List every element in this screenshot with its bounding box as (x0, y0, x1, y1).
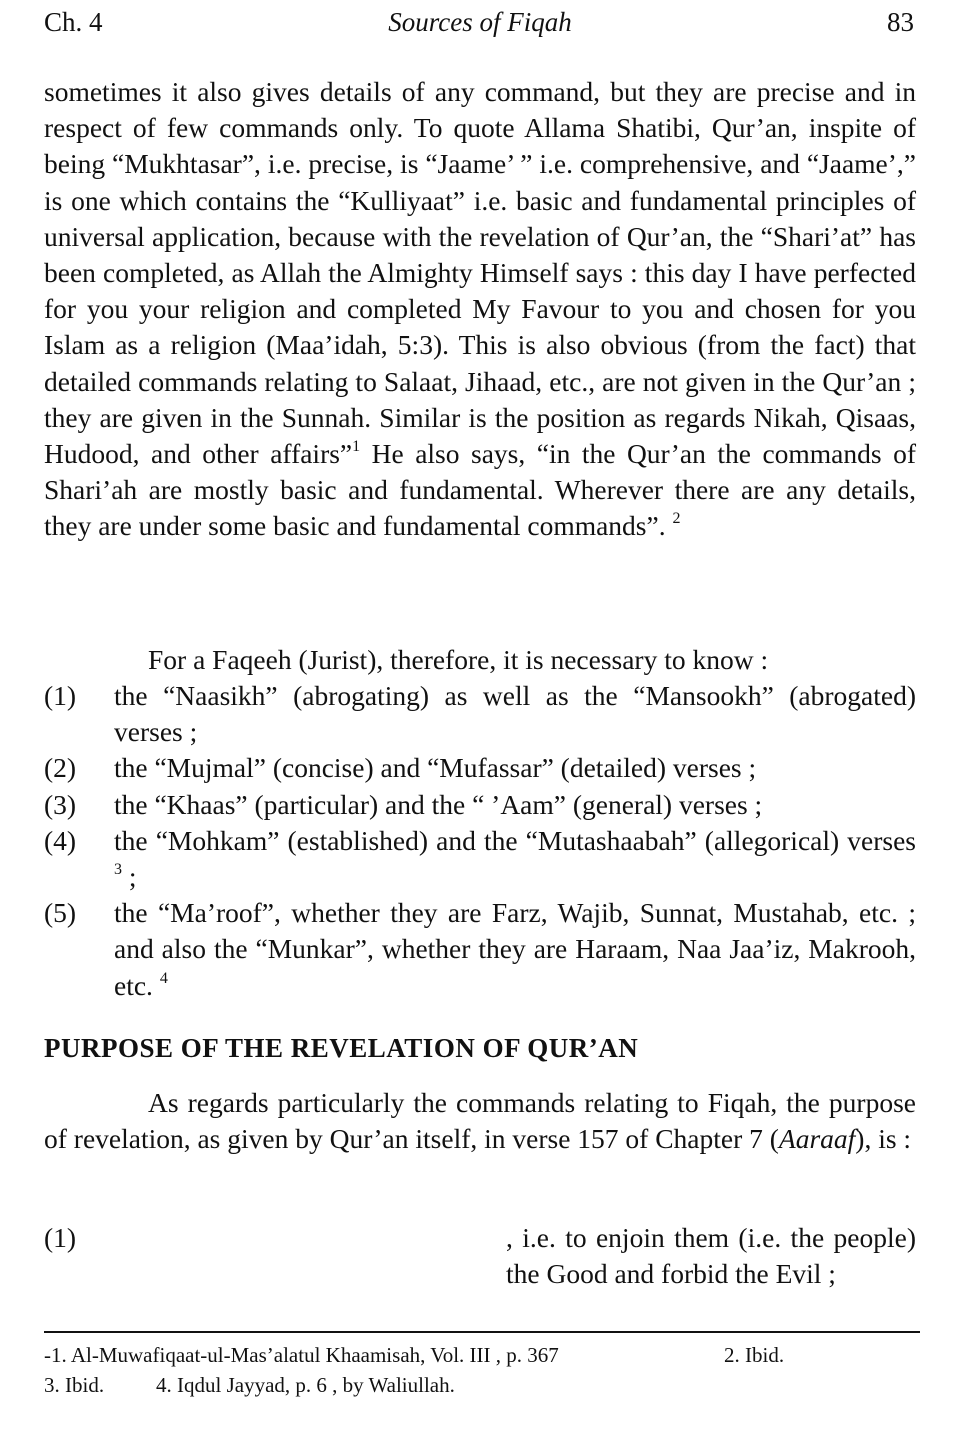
list-text: the “Mujmal” (concise) and “Mufassar” (detailed) verses ; (114, 752, 757, 784)
footnote-divider (44, 1331, 920, 1333)
paragraph-text: sometimes it also gives details of any command, but they are precise and in respect of few commands only. To quote Allama Shatibi, Qur’an, inspite of being “Mukhtasar”, i.e. precise, is “Jaame’ ” i.e. comprehensive, and “Jaame’,” is one which contains the “Kulliyaat” i.e. basic and fundamental principles of universal application, because with the revelation of Qur’an, the “Shari’at” has been completed, as Allah the Almighty Himself says : this day I have perfected for you your religion and completed My Favour to you and chosen for you Islam as a religion (Maa’idah, 5:3). This is also obvious (from the fact) that detailed commands relating to Salaat, Jihaad, etc., are not given in the Qur’an ; they are given in the Sunnah. Similar is the position as regards Nikah, Qisaas, Hudood, and other affairs” (44, 76, 916, 470)
list-text-main: the “Mohkam” (established) and the “Mutashaabah” (allegorical) verses (114, 824, 916, 856)
list-text: the “Naasikh” (abrogating) as well as the “Mansookh” (abrogated) verses ; (114, 680, 916, 748)
requirements-list (44, 678, 916, 1004)
paragraph-text: As regards particularly the commands relating to Fiqah, the purpose of revelation, as given by Qur’an itself, in verse 157 of Chapter 7 ( (44, 1087, 916, 1155)
chapter-name-italic: Aaraaf (778, 1123, 856, 1155)
list-number: (2) (44, 752, 77, 784)
running-title: Sources of Fiqah (388, 7, 572, 37)
list-number: (5) (44, 897, 77, 929)
list-item (44, 678, 916, 750)
list-number: (4) (44, 824, 77, 856)
list-text: the “Khaas” (particular) and the “ ’Aam” (general) verses ; (114, 788, 763, 820)
list-number: (3) (44, 788, 77, 820)
page-header (44, 4, 916, 40)
footnote-ref-2: 2 (672, 510, 681, 528)
chapter-label: Ch. 4 (44, 7, 103, 37)
paragraph-purpose (44, 1085, 916, 1157)
list-item (44, 787, 916, 823)
list-text (114, 895, 916, 1004)
footnote-ref-4: 4 (159, 969, 168, 987)
footnote-2: 2. Ibid. (724, 1343, 785, 1367)
footnote-ref-1: 1 (352, 438, 361, 456)
footnote-4: 4. Iqdul Jayyad, p. 6 , by Waliullah. (156, 1373, 455, 1397)
purpose-item-number: (1) (44, 1222, 77, 1253)
purpose-item-text: , i.e. to enjoin them (i.e. the people) the Good and forbid the Evil ; (506, 1222, 916, 1290)
paragraph-text-cont: He also says, “in the Qur’an the commands of Shari’ah are mostly basic and fundamental. Wherever there are any details, they are under some basic and fundamental commands”. (44, 438, 916, 542)
list-item (44, 750, 916, 786)
section-heading: PURPOSE OF THE REVELATION OF QUR’AN (44, 1033, 639, 1063)
list-text (114, 823, 916, 895)
paragraph-faqeeh-intro: For a Faqeeh (Jurist), therefore, it is necessary to know : (148, 644, 769, 675)
list-text-main: the “Ma’roof”, whether they are Farz, Wajib, Sunnat, Mustahab, etc. ; and also the “Munkar”, whether they are Haraam, Naa Jaa’iz, Makrooh, etc. (114, 897, 916, 1001)
footnote-ref-3: 3 (114, 861, 122, 879)
paragraph-continuation (44, 74, 916, 545)
list-text-tail: ; (122, 861, 137, 893)
list-item (44, 823, 916, 895)
page-number: 83 (887, 7, 914, 37)
list-number: (1) (44, 680, 77, 711)
list-item (44, 895, 916, 1004)
paragraph-text-tail: ), is : (855, 1123, 912, 1155)
footnote-3: 3. Ibid. (44, 1373, 105, 1397)
footnote-1: -1. Al-Muwafiqaat-ul-Mas’alatul Khaamisah, Vol. III , p. 367 (44, 1343, 559, 1367)
